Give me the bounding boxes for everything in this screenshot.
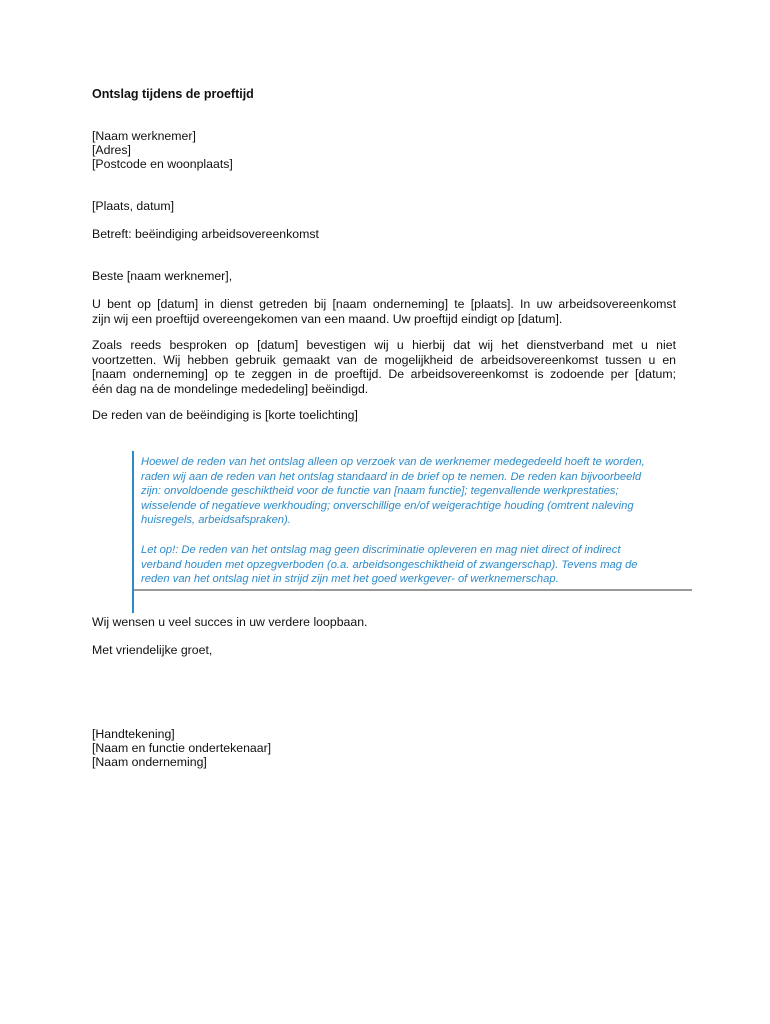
note-line: Hoewel de reden van het ontslag alleen op verzoek van de werknemer medegedeeld hoeft te worden, <box>141 456 645 468</box>
reason-line: De reden van de beëindiging is [korte toelichting] <box>92 408 358 422</box>
paragraph-start-date <box>92 297 676 326</box>
document-title: Ontslag tijdens de proeftijd <box>92 87 254 101</box>
paragraph-line: U bent op [datum] in dienst getreden bij [naam onderneming] te [plaats]. In uw arbeidsovereenkomst <box>92 297 676 311</box>
paragraph-line: voortzetten. Wij hebben gebruik gemaakt van de mogelijkheid de arbeidsovereenkomst tussen u en <box>92 352 676 367</box>
wishes-line: Wij wensen u veel succes in uw verdere loopbaan. <box>92 615 368 629</box>
paragraph-line: [naam onderneming] op te zeggen in de proeftijd. De arbeidsovereenkomst is zodoende per [datum; <box>92 367 676 381</box>
signer-company: [Naam onderneming] <box>92 755 207 769</box>
note-warning <box>141 543 661 587</box>
paragraph-line: zijn wij een proeftijd overeengekomen van een maand. Uw proeftijd eindigt op [datum]. <box>92 311 563 326</box>
paragraph-line: één dag na de mondelinge mededeling] beëindigd. <box>92 381 369 396</box>
note-line: raden wij aan de reden van het ontslag standaard in de brief op te nemen. De reden kan bijvoorbeeld <box>141 470 642 483</box>
signer-name-function: [Naam en functie ondertekenaar] <box>92 741 272 755</box>
closing-line: Met vriendelijke groet, <box>92 643 213 657</box>
note-reason-guidance <box>141 455 661 528</box>
note-divider <box>134 589 692 591</box>
salutation: Beste [naam werknemer], <box>92 269 233 283</box>
note-line: reden van het ontslag niet in strijd zijn met het goed werkgever- of werknemerschap. <box>141 573 559 586</box>
note-line: wisselende of negatieve werkhouding; onverschillige en/of weigerachtige houding (omtrent naleving <box>141 499 634 512</box>
recipient-name: [Naam werknemer] <box>92 129 196 143</box>
subject-line: Betreft: beëindiging arbeidsovereenkomst <box>92 227 319 241</box>
recipient-address: [Adres] <box>92 143 131 157</box>
note-line: zijn: onvoldoende geschiktheid voor de functie van [naam functie]; tegenvallende werkprestaties; <box>141 485 619 498</box>
paragraph-termination <box>92 338 676 396</box>
paragraph-line: Zoals reeds besproken op [datum] bevestigen wij u hierbij dat wij het dienstverband met u niet <box>92 338 676 352</box>
recipient-postcode-city: [Postcode en woonplaats] <box>92 157 233 171</box>
note-line: Let op!: De reden van het ontslag mag geen discriminatie opleveren en mag niet direct of indirect <box>141 544 621 556</box>
place-date: [Plaats, datum] <box>92 199 175 213</box>
note-line: huisregels, arbeidsafspraken). <box>141 514 291 527</box>
signature-placeholder: [Handtekening] <box>92 727 175 741</box>
note-line: verband houden met opzegverboden (o.a. arbeidsongeschiktheid of zwangerschap). Tevens mag de <box>141 558 638 571</box>
